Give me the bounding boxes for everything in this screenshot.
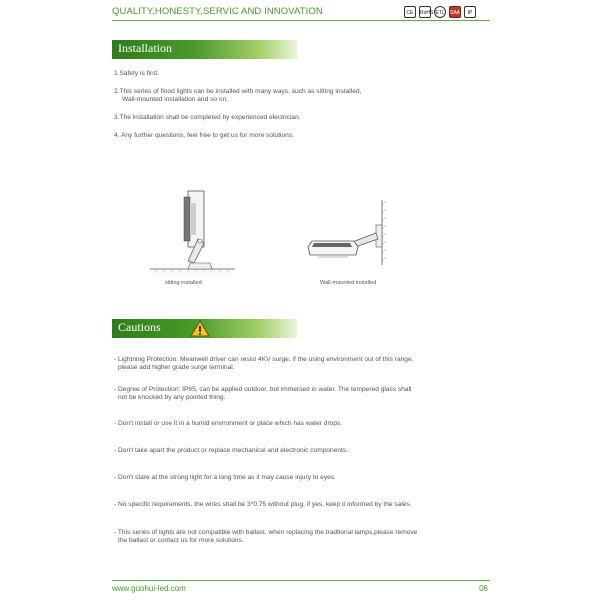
sitting-installed-illustration	[150, 185, 235, 277]
header-divider	[112, 20, 490, 21]
page-number: 06	[479, 584, 488, 593]
installation-item-2: 2.This series of flood lights can be installed with many ways, such as sitting installed,	[114, 88, 362, 95]
etl-mark-icon: ETL	[434, 6, 446, 18]
cautions-title-bar	[112, 319, 297, 338]
installation-item-2-cont: Wall-mounted installation and so on.	[122, 96, 229, 103]
wall-mounted-caption: Wall-mounted installed	[320, 280, 377, 286]
installation-title-bar	[112, 40, 297, 59]
ip-mark-icon: IP	[464, 6, 476, 18]
caution-item-6: - No specific requirements, the wires shall be 3*0.75 without plug, if yes, keep it informed by the sales.	[114, 501, 412, 508]
footer-divider	[112, 580, 490, 581]
caution-item-7-cont: the ballast or contact us for more solutions.	[118, 537, 244, 544]
installation-item-1: 1.Safety is first.	[114, 70, 160, 77]
cautions-title: Cautions	[118, 320, 161, 334]
ce-mark-icon: CE	[404, 6, 416, 18]
caution-item-7: - This series of lights are not compatible with ballast, when replacing the tradtional lamps,please remove	[114, 529, 418, 536]
caution-item-2: - Degree of Protection: IP65, can be applied outdoor, but immersed in water. The tempered glass shall	[114, 386, 412, 393]
footer-website: www.guohui-led.com	[112, 584, 186, 593]
installation-item-4: 4. Any further questions, feel free to get us for more solutions.	[114, 132, 294, 139]
caution-item-1-cont: please add higher grade surge terminal.	[118, 364, 235, 371]
caution-item-3: - Don't install or use it in a humid environment or place which has water drops.	[114, 420, 343, 427]
caution-item-5: - Don't stare at the strong light for a long time as it may cause injury to eyes.	[114, 474, 336, 481]
caution-item-4: - Don't take apart the product or replace mechanical and electronic components.	[114, 447, 349, 454]
certification-marks	[404, 6, 476, 18]
warning-icon	[190, 319, 210, 338]
caution-item-2-cont: not be knocked by any pointed thing.	[118, 394, 226, 401]
sitting-installed-caption: sitting installed	[165, 280, 202, 286]
installation-item-3: 3.The installation shall be completed by experienced electrician.	[114, 114, 301, 121]
header-tagline: QUALITY,HONESTY,SERVIC AND INNOVATION	[112, 6, 323, 17]
caution-item-1: - Lightning Protection: Meanwell driver can resist 4KV surge, if the using environment out of this range,	[114, 356, 414, 363]
wall-mounted-illustration	[298, 195, 398, 270]
rohs-mark-icon: RoHS	[419, 6, 431, 18]
saa-mark-icon: SAA	[449, 6, 461, 18]
installation-title: Installation	[118, 41, 172, 55]
